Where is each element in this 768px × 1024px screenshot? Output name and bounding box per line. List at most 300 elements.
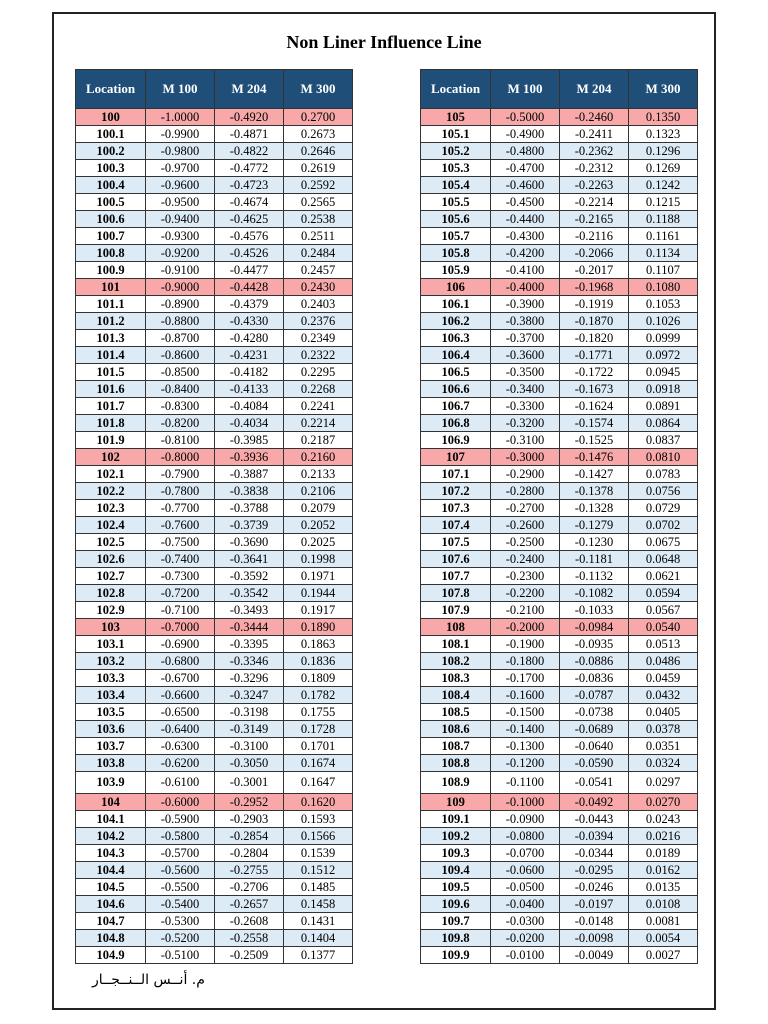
- table-header-row: [76, 70, 353, 109]
- cell-m300: 0.0027: [629, 947, 698, 964]
- cell-m300: 0.0999: [629, 330, 698, 347]
- cell-location: 103.4: [76, 687, 146, 704]
- table-row: [421, 500, 698, 517]
- cell-m300: 0.1890: [284, 619, 353, 636]
- cell-location: 108.6: [421, 721, 491, 738]
- cell-location: 102.5: [76, 534, 146, 551]
- cell-m300: 0.1863: [284, 636, 353, 653]
- cell-m100: -0.4100: [491, 262, 560, 279]
- table-row: [421, 245, 698, 262]
- cell-m100: -0.7400: [146, 551, 215, 568]
- cell-location: 109.3: [421, 845, 491, 862]
- cell-m300: 0.0162: [629, 862, 698, 879]
- table-row: [421, 794, 698, 811]
- cell-m100: -0.6900: [146, 636, 215, 653]
- cell-m300: 0.0567: [629, 602, 698, 619]
- cell-location: 108.3: [421, 670, 491, 687]
- table-row: [76, 534, 353, 551]
- cell-m100: -0.0600: [491, 862, 560, 879]
- cell-m204: -0.3788: [215, 500, 284, 517]
- cell-m204: -0.3887: [215, 466, 284, 483]
- cell-m100: -0.8600: [146, 347, 215, 364]
- cell-m204: -0.4379: [215, 296, 284, 313]
- influence-table-right: [420, 69, 698, 964]
- cell-m300: 0.1323: [629, 126, 698, 143]
- cell-m100: -0.1200: [491, 755, 560, 772]
- cell-m100: -0.2000: [491, 619, 560, 636]
- cell-m204: -0.3346: [215, 653, 284, 670]
- cell-location: 108.7: [421, 738, 491, 755]
- cell-m300: 0.2511: [284, 228, 353, 245]
- cell-m100: -0.8800: [146, 313, 215, 330]
- cell-m300: 0.0243: [629, 811, 698, 828]
- cell-m300: 0.2538: [284, 211, 353, 228]
- cell-m100: -0.3200: [491, 415, 560, 432]
- table-row: [421, 738, 698, 755]
- cell-m300: 0.1296: [629, 143, 698, 160]
- table-row: [76, 347, 353, 364]
- cell-m300: 0.1836: [284, 653, 353, 670]
- cell-m204: -0.2362: [560, 143, 629, 160]
- cell-location: 109.5: [421, 879, 491, 896]
- cell-location: 105.6: [421, 211, 491, 228]
- cell-m100: -0.5500: [146, 879, 215, 896]
- cell-location: 103.3: [76, 670, 146, 687]
- cell-m100: -0.9100: [146, 262, 215, 279]
- cell-m300: 0.1809: [284, 670, 353, 687]
- cell-m300: 0.1485: [284, 879, 353, 896]
- table-row: [421, 517, 698, 534]
- cell-location: 106.4: [421, 347, 491, 364]
- cell-location: 105.1: [421, 126, 491, 143]
- cell-m204: -0.0738: [560, 704, 629, 721]
- table-row: [421, 177, 698, 194]
- cell-m204: -0.3444: [215, 619, 284, 636]
- cell-m300: 0.1647: [284, 772, 353, 794]
- cell-m300: 0.2079: [284, 500, 353, 517]
- cell-m204: -0.1033: [560, 602, 629, 619]
- table-row: [76, 500, 353, 517]
- cell-m100: -0.9500: [146, 194, 215, 211]
- table-row: [421, 262, 698, 279]
- cell-m100: -0.2900: [491, 466, 560, 483]
- table-row: [76, 721, 353, 738]
- cell-location: 103.2: [76, 653, 146, 670]
- cell-m204: -0.3296: [215, 670, 284, 687]
- table-row: [76, 126, 353, 143]
- cell-m204: -0.1132: [560, 568, 629, 585]
- cell-m100: -0.2100: [491, 602, 560, 619]
- cell-m300: 0.0324: [629, 755, 698, 772]
- cell-m204: -0.3198: [215, 704, 284, 721]
- cell-m204: -0.0246: [560, 879, 629, 896]
- table-row: [76, 862, 353, 879]
- table-row: [421, 279, 698, 296]
- cell-m204: -0.2755: [215, 862, 284, 879]
- cell-location: 109.1: [421, 811, 491, 828]
- cell-location: 103.8: [76, 755, 146, 772]
- table-row: [421, 228, 698, 245]
- table-row: [421, 670, 698, 687]
- cell-m204: -0.3001: [215, 772, 284, 794]
- cell-m100: -0.2500: [491, 534, 560, 551]
- cell-m204: -0.1820: [560, 330, 629, 347]
- cell-m100: -0.7500: [146, 534, 215, 551]
- cell-m300: 0.0864: [629, 415, 698, 432]
- table-row: [421, 534, 698, 551]
- table-row: [421, 568, 698, 585]
- cell-m300: 0.1107: [629, 262, 698, 279]
- cell-m300: 0.1620: [284, 794, 353, 811]
- table-row: [421, 845, 698, 862]
- cell-location: 109.2: [421, 828, 491, 845]
- cell-m204: -0.2066: [560, 245, 629, 262]
- table-row: [421, 211, 698, 228]
- cell-location: 105.7: [421, 228, 491, 245]
- cell-location: 101.1: [76, 296, 146, 313]
- cell-location: 102.3: [76, 500, 146, 517]
- cell-m100: -0.6800: [146, 653, 215, 670]
- cell-m300: 0.1539: [284, 845, 353, 862]
- cell-location: 106.1: [421, 296, 491, 313]
- cell-m300: 0.0756: [629, 483, 698, 500]
- cell-m204: -0.3100: [215, 738, 284, 755]
- cell-location: 102.4: [76, 517, 146, 534]
- column-header-location: Location: [76, 70, 146, 109]
- table-row: [421, 330, 698, 347]
- cell-m204: -0.1525: [560, 432, 629, 449]
- cell-m300: 0.0081: [629, 913, 698, 930]
- cell-m300: 0.2295: [284, 364, 353, 381]
- cell-m204: -0.4822: [215, 143, 284, 160]
- cell-m204: -0.1476: [560, 449, 629, 466]
- cell-m100: -0.3500: [491, 364, 560, 381]
- table-row: [421, 862, 698, 879]
- cell-m300: 0.1242: [629, 177, 698, 194]
- cell-m204: -0.4034: [215, 415, 284, 432]
- table-row: [76, 585, 353, 602]
- table-row: [421, 466, 698, 483]
- table-row: [76, 364, 353, 381]
- table-row: [421, 313, 698, 330]
- cell-m300: 0.0837: [629, 432, 698, 449]
- table-row: [76, 704, 353, 721]
- cell-location: 109: [421, 794, 491, 811]
- cell-location: 100.9: [76, 262, 146, 279]
- cell-location: 107.1: [421, 466, 491, 483]
- table-row: [76, 228, 353, 245]
- cell-m100: -0.0200: [491, 930, 560, 947]
- table-row: [76, 449, 353, 466]
- cell-location: 105: [421, 109, 491, 126]
- table-row: [76, 245, 353, 262]
- cell-m100: -0.3300: [491, 398, 560, 415]
- table-row: [76, 109, 353, 126]
- cell-m300: 0.1053: [629, 296, 698, 313]
- table-row: [421, 755, 698, 772]
- cell-location: 104.9: [76, 947, 146, 964]
- cell-location: 109.9: [421, 947, 491, 964]
- cell-m300: 0.0513: [629, 636, 698, 653]
- cell-location: 105.2: [421, 143, 491, 160]
- cell-m100: -0.5700: [146, 845, 215, 862]
- cell-m100: -0.9400: [146, 211, 215, 228]
- cell-m204: -0.0984: [560, 619, 629, 636]
- cell-m204: -0.3739: [215, 517, 284, 534]
- cell-m100: -0.2300: [491, 568, 560, 585]
- cell-m100: -0.5100: [146, 947, 215, 964]
- cell-m100: -0.0400: [491, 896, 560, 913]
- table-row: [76, 143, 353, 160]
- cell-m204: -0.2165: [560, 211, 629, 228]
- cell-m204: -0.0541: [560, 772, 629, 794]
- table-row: [421, 619, 698, 636]
- cell-m204: -0.0935: [560, 636, 629, 653]
- table-row: [76, 670, 353, 687]
- cell-location: 104.8: [76, 930, 146, 947]
- cell-m300: 0.2646: [284, 143, 353, 160]
- cell-m100: -0.9000: [146, 279, 215, 296]
- cell-m300: 0.2133: [284, 466, 353, 483]
- cell-m100: -0.0900: [491, 811, 560, 828]
- table-row: [76, 211, 353, 228]
- cell-location: 100.3: [76, 160, 146, 177]
- cell-m100: -0.2800: [491, 483, 560, 500]
- cell-m100: -0.6000: [146, 794, 215, 811]
- cell-m300: 0.1161: [629, 228, 698, 245]
- table-row: [76, 636, 353, 653]
- cell-m300: 0.0648: [629, 551, 698, 568]
- cell-location: 108.9: [421, 772, 491, 794]
- cell-location: 106.2: [421, 313, 491, 330]
- cell-m204: -0.4526: [215, 245, 284, 262]
- cell-m100: -0.8400: [146, 381, 215, 398]
- table-row: [421, 160, 698, 177]
- document-page: [52, 12, 716, 1010]
- table-row: [421, 483, 698, 500]
- cell-m204: -0.4576: [215, 228, 284, 245]
- cell-location: 101: [76, 279, 146, 296]
- cell-m204: -0.4871: [215, 126, 284, 143]
- cell-location: 104: [76, 794, 146, 811]
- cell-location: 107.4: [421, 517, 491, 534]
- cell-location: 107.3: [421, 500, 491, 517]
- cell-m300: 0.0054: [629, 930, 698, 947]
- column-header-m204: M 204: [215, 70, 284, 109]
- cell-m100: -0.7700: [146, 500, 215, 517]
- cell-m204: -0.1574: [560, 415, 629, 432]
- cell-m300: 0.0729: [629, 500, 698, 517]
- cell-m100: -0.6500: [146, 704, 215, 721]
- cell-m100: -0.4400: [491, 211, 560, 228]
- cell-location: 103.7: [76, 738, 146, 755]
- cell-m204: -0.3985: [215, 432, 284, 449]
- cell-m100: -1.0000: [146, 109, 215, 126]
- cell-m204: -0.4772: [215, 160, 284, 177]
- cell-location: 102.8: [76, 585, 146, 602]
- cell-location: 106.6: [421, 381, 491, 398]
- cell-m204: -0.4182: [215, 364, 284, 381]
- cell-location: 108.1: [421, 636, 491, 653]
- cell-location: 105.4: [421, 177, 491, 194]
- table-row: [421, 126, 698, 143]
- cell-m204: -0.2214: [560, 194, 629, 211]
- cell-m300: 0.1566: [284, 828, 353, 845]
- cell-m100: -0.7600: [146, 517, 215, 534]
- cell-m100: -0.6700: [146, 670, 215, 687]
- cell-location: 103.5: [76, 704, 146, 721]
- table-row: [76, 551, 353, 568]
- cell-location: 100.8: [76, 245, 146, 262]
- cell-m204: -0.1230: [560, 534, 629, 551]
- cell-m100: -0.1500: [491, 704, 560, 721]
- table-row: [76, 466, 353, 483]
- cell-m300: 0.2592: [284, 177, 353, 194]
- cell-m204: -0.0344: [560, 845, 629, 862]
- cell-m100: -0.9300: [146, 228, 215, 245]
- cell-m300: 0.0945: [629, 364, 698, 381]
- cell-location: 104.7: [76, 913, 146, 930]
- cell-location: 105.5: [421, 194, 491, 211]
- cell-m204: -0.3838: [215, 483, 284, 500]
- cell-m300: 0.2376: [284, 313, 353, 330]
- cell-location: 104.2: [76, 828, 146, 845]
- cell-m100: -0.8000: [146, 449, 215, 466]
- table-row: [76, 398, 353, 415]
- table-row: [421, 415, 698, 432]
- cell-m300: 0.1431: [284, 913, 353, 930]
- cell-m100: -0.4700: [491, 160, 560, 177]
- cell-m300: 0.2619: [284, 160, 353, 177]
- cell-m300: 0.1944: [284, 585, 353, 602]
- table-row: [421, 585, 698, 602]
- influence-table-left: [75, 69, 353, 964]
- cell-m300: 0.2052: [284, 517, 353, 534]
- cell-m100: -0.1700: [491, 670, 560, 687]
- table-row: [76, 930, 353, 947]
- cell-m204: -0.0148: [560, 913, 629, 930]
- cell-m100: -0.0800: [491, 828, 560, 845]
- cell-m204: -0.1378: [560, 483, 629, 500]
- cell-m300: 0.0189: [629, 845, 698, 862]
- cell-m100: -0.8500: [146, 364, 215, 381]
- table-row: [76, 381, 353, 398]
- cell-m300: 0.0270: [629, 794, 698, 811]
- cell-location: 109.6: [421, 896, 491, 913]
- table-row: [421, 143, 698, 160]
- cell-m204: -0.2558: [215, 930, 284, 947]
- cell-m204: -0.0492: [560, 794, 629, 811]
- cell-m204: -0.0295: [560, 862, 629, 879]
- cell-m100: -0.6300: [146, 738, 215, 755]
- table-row: [76, 947, 353, 964]
- cell-m100: -0.3800: [491, 313, 560, 330]
- table-row: [421, 432, 698, 449]
- cell-m300: 0.0135: [629, 879, 698, 896]
- cell-m100: -0.9700: [146, 160, 215, 177]
- cell-location: 102.1: [76, 466, 146, 483]
- cell-location: 107.6: [421, 551, 491, 568]
- cell-m300: 0.1134: [629, 245, 698, 262]
- cell-location: 106.9: [421, 432, 491, 449]
- cell-m100: -0.1000: [491, 794, 560, 811]
- table-row: [421, 551, 698, 568]
- cell-m204: -0.1919: [560, 296, 629, 313]
- cell-location: 101.9: [76, 432, 146, 449]
- column-header-m300: M 300: [629, 70, 698, 109]
- cell-m204: -0.3395: [215, 636, 284, 653]
- cell-m100: -0.4600: [491, 177, 560, 194]
- cell-m300: 0.1215: [629, 194, 698, 211]
- cell-location: 106.3: [421, 330, 491, 347]
- cell-m100: -0.9200: [146, 245, 215, 262]
- cell-m204: -0.4231: [215, 347, 284, 364]
- author-signature: م. أنــس الــنــجــار: [92, 972, 205, 988]
- cell-m204: -0.0886: [560, 653, 629, 670]
- table-row: [76, 160, 353, 177]
- table-row: [76, 828, 353, 845]
- column-header-m300: M 300: [284, 70, 353, 109]
- table-row: [421, 879, 698, 896]
- cell-m300: 0.2673: [284, 126, 353, 143]
- cell-m300: 0.0540: [629, 619, 698, 636]
- cell-m204: -0.2460: [560, 109, 629, 126]
- cell-m100: -0.5000: [491, 109, 560, 126]
- table-row: [76, 755, 353, 772]
- cell-m204: -0.0590: [560, 755, 629, 772]
- cell-location: 105.3: [421, 160, 491, 177]
- cell-m300: 0.0378: [629, 721, 698, 738]
- cell-m300: 0.2106: [284, 483, 353, 500]
- cell-m100: -0.5200: [146, 930, 215, 947]
- cell-m204: -0.4280: [215, 330, 284, 347]
- cell-m204: -0.2411: [560, 126, 629, 143]
- cell-m300: 0.0594: [629, 585, 698, 602]
- cell-location: 108.5: [421, 704, 491, 721]
- cell-m300: 0.2187: [284, 432, 353, 449]
- cell-m204: -0.4920: [215, 109, 284, 126]
- column-header-m204: M 204: [560, 70, 629, 109]
- cell-m204: -0.1279: [560, 517, 629, 534]
- cell-m300: 0.2700: [284, 109, 353, 126]
- cell-m204: -0.1722: [560, 364, 629, 381]
- cell-m300: 0.2241: [284, 398, 353, 415]
- cell-m204: -0.0443: [560, 811, 629, 828]
- cell-m100: -0.5300: [146, 913, 215, 930]
- cell-location: 107.2: [421, 483, 491, 500]
- table-row: [76, 653, 353, 670]
- cell-location: 108.2: [421, 653, 491, 670]
- cell-m300: 0.0459: [629, 670, 698, 687]
- table-row: [421, 704, 698, 721]
- cell-location: 100: [76, 109, 146, 126]
- cell-m100: -0.2400: [491, 551, 560, 568]
- cell-location: 101.8: [76, 415, 146, 432]
- cell-m100: -0.5400: [146, 896, 215, 913]
- cell-m204: -0.3247: [215, 687, 284, 704]
- table-row: [421, 636, 698, 653]
- cell-m204: -0.2608: [215, 913, 284, 930]
- table-row: [421, 687, 698, 704]
- cell-m100: -0.7900: [146, 466, 215, 483]
- cell-location: 100.4: [76, 177, 146, 194]
- cell-m100: -0.2700: [491, 500, 560, 517]
- cell-m204: -0.3542: [215, 585, 284, 602]
- table-row: [421, 602, 698, 619]
- cell-m100: -0.1400: [491, 721, 560, 738]
- cell-location: 102.9: [76, 602, 146, 619]
- cell-m204: -0.1427: [560, 466, 629, 483]
